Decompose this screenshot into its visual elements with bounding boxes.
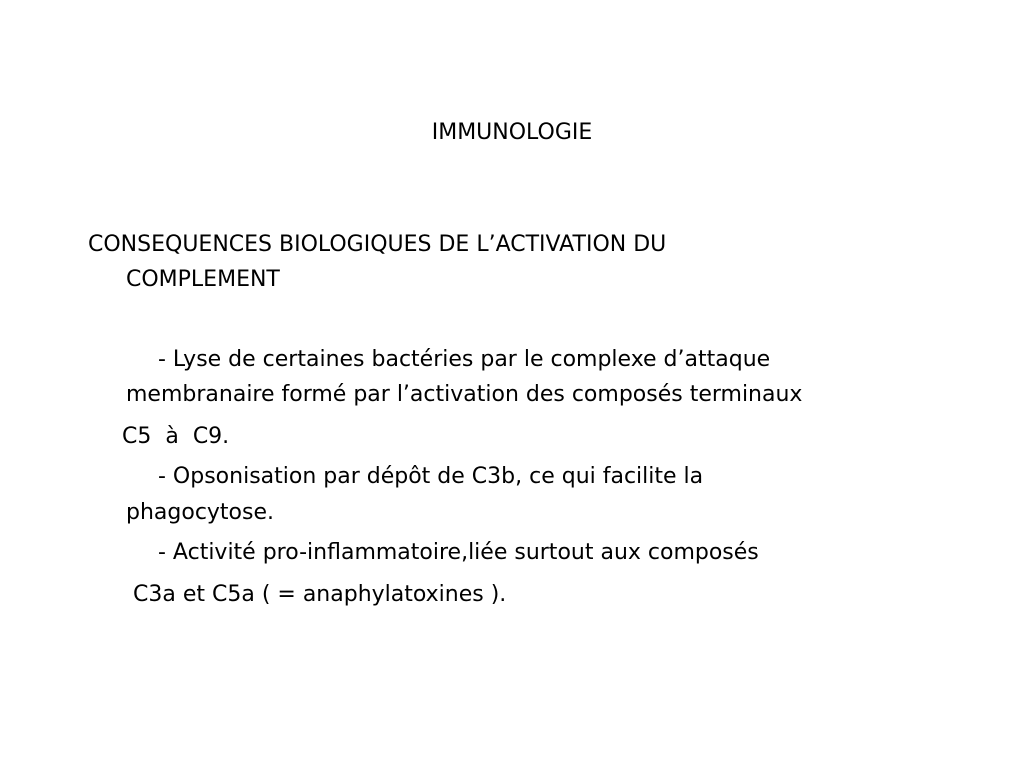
bullet-line: - Activité pro-inflammatoire,liée surtout aux composés: [158, 540, 759, 565]
heading-line-2: COMPLEMENT: [126, 267, 280, 292]
bullet-line: C3a et C5a ( = anaphylatoxines ).: [133, 582, 507, 607]
bullet-line: - Lyse de certaines bactéries par le complexe d’attaque: [158, 347, 771, 372]
bullet-line: membranaire formé par l’activation des composés terminaux: [126, 382, 803, 407]
heading-line-1: CONSEQUENCES BIOLOGIQUES DE L’ACTIVATION DU: [88, 232, 667, 257]
bullet-line: - Opsonisation par dépôt de C3b, ce qui facilite la: [158, 464, 704, 489]
slide-title: IMMUNOLOGIE: [431, 120, 593, 145]
bullet-line: C5 à C9.: [122, 424, 230, 449]
bullet-line: phagocytose.: [126, 500, 275, 525]
